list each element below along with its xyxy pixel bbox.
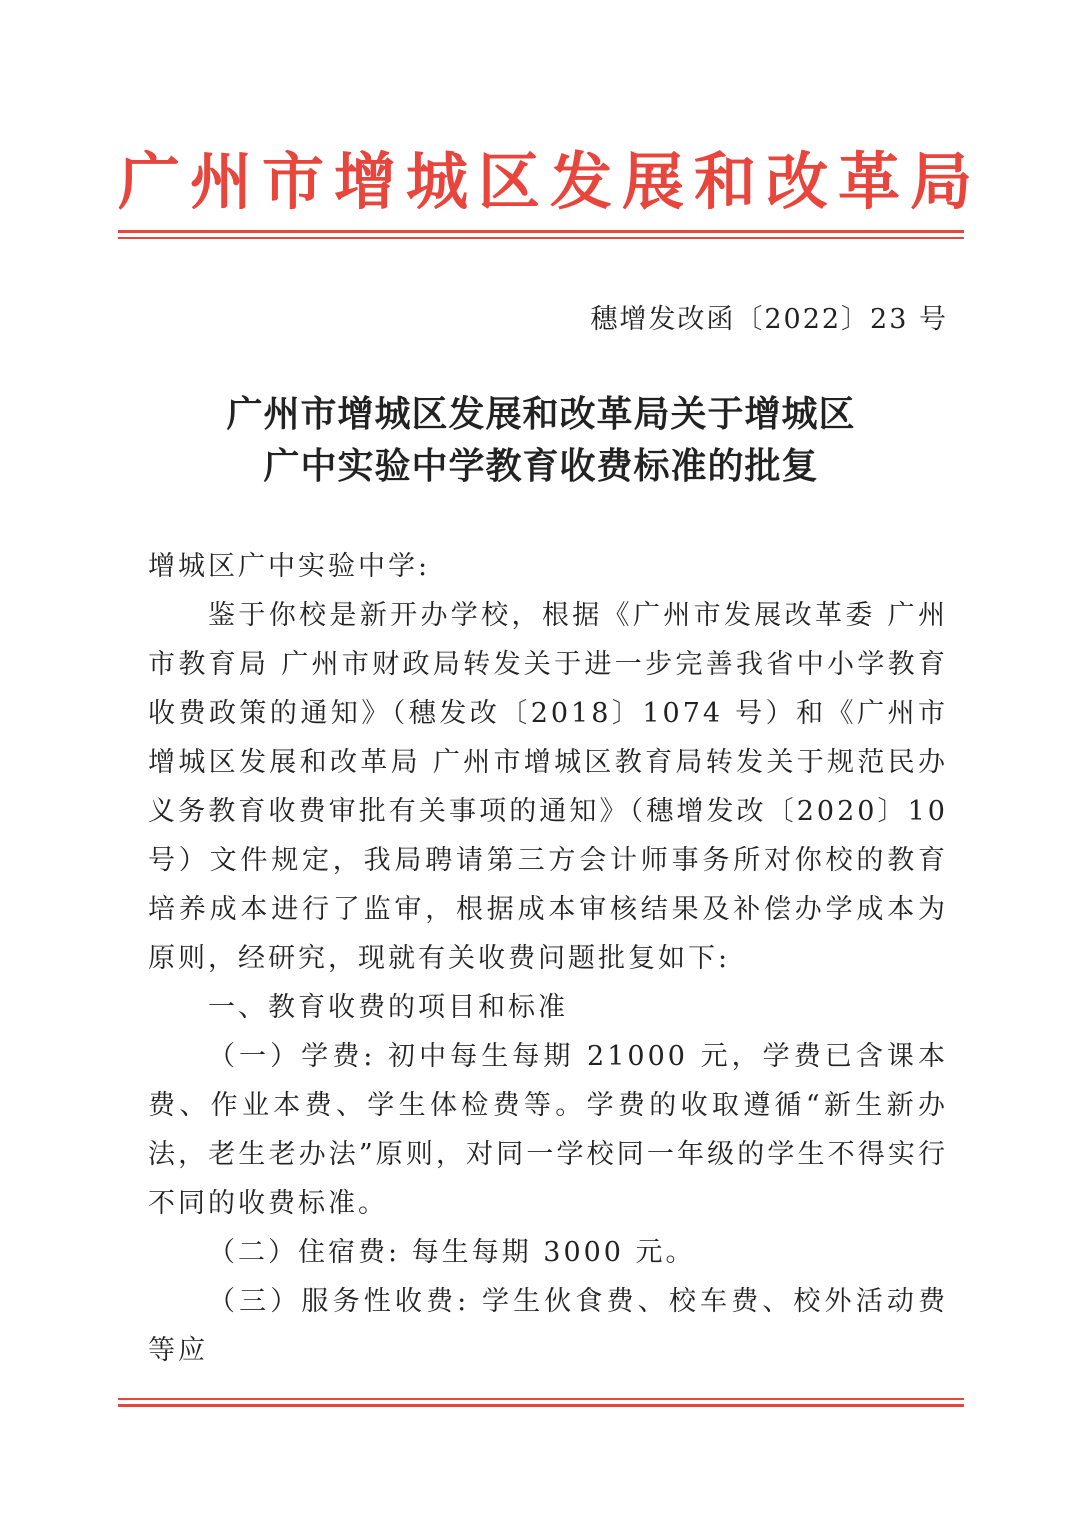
header-rule-thick: [118, 230, 964, 233]
body-paragraph: （一）学费: 初中每生每期 21000 元，学费已含课本费、作业本费、学生体检费等。学费的收取遵循“新生新办法，老生老办法”原则，对同一学校同一年级的学生不得实行不同的收费标准。: [148, 1041, 948, 1219]
body-paragraph: （三）服务性收费: 学生伙食费、校车费、校外活动费等应: [148, 1286, 948, 1366]
document-title-line-2: 广中实验中学教育收费标准的批复: [263, 446, 819, 487]
footer-rule-thin: [118, 1398, 964, 1400]
recipient-line: 增城区广中实验中学:: [148, 551, 431, 582]
document-number: 穗增发改函〔2022〕23 号: [590, 304, 948, 335]
document-body: [148, 542, 948, 1375]
footer-rule-thick: [118, 1404, 964, 1407]
body-paragraph: 鉴于你校是新开办学校，根据《广州市发展改革委 广州市教育局 广州市财政局转发关于进一步完善我省中小学教育收费政策的通知》（穗发改〔2018〕1074 号）和《广州市增城区发展和改革局 广州市增城区教育局转发关于规范民办义务教育收费审批有关事项的通知》（穗增发改〔2020〕10 号）文件规定，我局聘请第三方会计师事务所对你校的教育培养成本进行了监审，根据成本审核结果及补偿办学成本为原则，经研究，现就有关收费问题批复如下:: [148, 600, 948, 974]
body-paragraph: （二）住宿费: 每生每期 3000 元。: [208, 1237, 696, 1268]
letterhead-title: 广州市增城区发展和改革局: [118, 145, 983, 218]
header-rule-thin: [118, 237, 964, 239]
section-heading: 一、教育收费的项目和标准: [208, 992, 568, 1023]
document-title-line-1: 广州市增城区发展和改革局关于增城区: [226, 394, 856, 435]
